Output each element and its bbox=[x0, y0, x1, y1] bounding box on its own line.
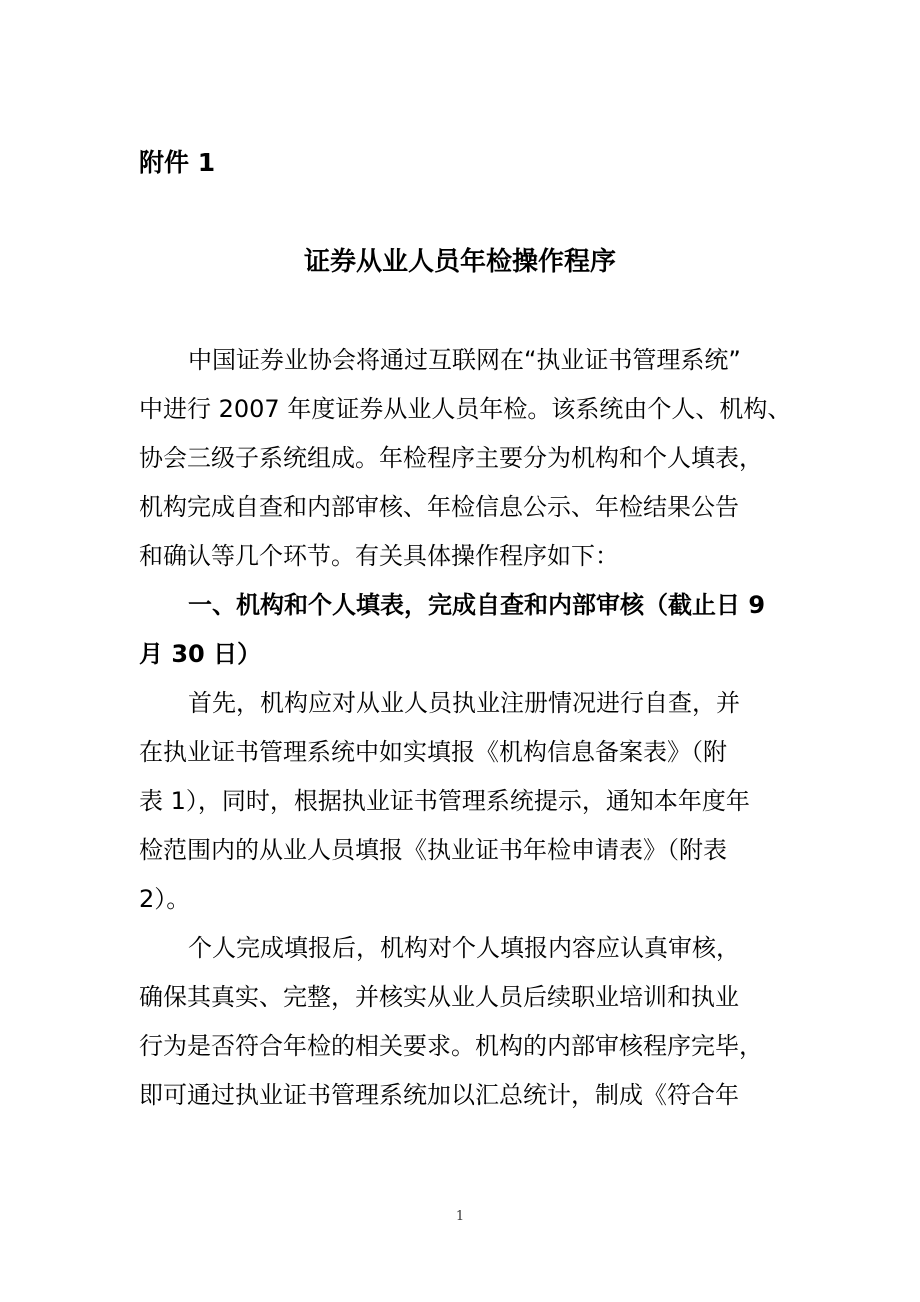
paragraph-line: 确保其真实、完整，并核实从业人员后续职业培训和执业 bbox=[139, 983, 739, 1011]
document-body bbox=[139, 336, 799, 1120]
paragraph-line: 和确认等几个环节。有关具体操作程序如下： bbox=[139, 542, 619, 570]
section-heading-line: 一、机构和个人填表，完成自查和内部审核（截止日 9 bbox=[188, 591, 766, 619]
paragraph-line: 行为是否符合年检的相关要求。机构的内部审核程序完毕， bbox=[139, 1032, 763, 1060]
section-heading-line: 月 30 日） bbox=[139, 640, 262, 668]
paragraph-line: 中国证券业协会将通过互联网在“执业证书管理系统” bbox=[188, 346, 741, 374]
document-title: 证券从业人员年检操作程序 bbox=[303, 247, 616, 277]
paragraph-line: 即可通过执业证书管理系统加以汇总统计，制成《符合年 bbox=[139, 1081, 739, 1109]
paragraph-line: 中进行 2007 年度证券从业人员年检。该系统由个人、机构、 bbox=[139, 395, 792, 423]
paragraph-line: 首先，机构应对从业人员执业注册情况进行自查，并 bbox=[188, 689, 740, 717]
paragraph-line: 个人完成填报后，机构对个人填报内容应认真审核， bbox=[188, 934, 740, 962]
paragraph-line: 2）。 bbox=[139, 885, 191, 913]
paragraph-line: 协会三级子系统组成。年检程序主要分为机构和个人填表， bbox=[139, 444, 763, 472]
paragraph-line: 检范围内的从业人员填报《执业证书年检申请表》（附表 bbox=[139, 836, 727, 864]
page-number: 1 bbox=[455, 1209, 465, 1224]
paragraph-line: 表 1），同时，根据执业证书管理系统提示，通知本年度年 bbox=[139, 787, 750, 815]
paragraph-line: 在执业证书管理系统中如实填报《机构信息备案表》（附 bbox=[139, 738, 727, 766]
attachment-label: 附件 1 bbox=[139, 148, 216, 177]
paragraph-line: 机构完成自查和内部审核、年检信息公示、年检结果公告 bbox=[139, 493, 739, 521]
